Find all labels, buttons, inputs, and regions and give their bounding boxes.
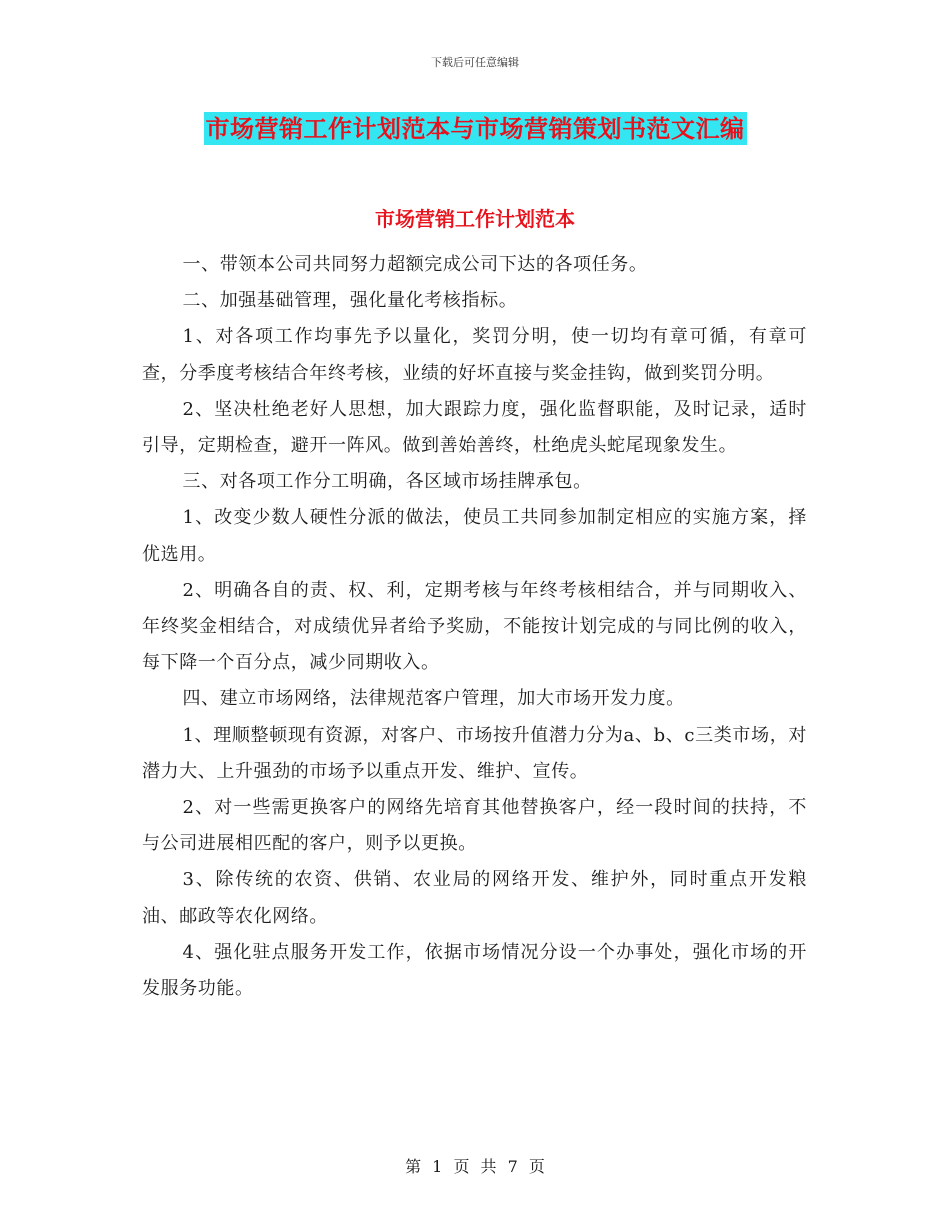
section-title: 市场营销工作计划范本	[375, 207, 575, 231]
page-number: 第 1 页 共 7 页	[405, 1157, 545, 1176]
body-paragraph: 四、建立市场网络，法律规范客户管理，加大市场开发力度。	[182, 688, 685, 710]
body-paragraph: 1、理顺整顿现有资源，对客户、市场按升值潜力分为a、b、c三类市场，对潜力大、上升强劲的市场予以重点开发、维护、宣传。	[142, 724, 807, 782]
document-title-text: 市场营销工作计划范本与市场营销策划书范文汇编	[205, 114, 745, 143]
document-body	[142, 247, 807, 1007]
body-paragraph: 一、带领本公司共同努力超额完成公司下达的各项任务。	[182, 254, 648, 275]
document-title	[0, 112, 950, 146]
body-paragraph: 2、对一些需更换客户的网络先培育其他替换客户，经一段时间的扶持，不与公司进展相匹配的客户，则予以更换。	[142, 797, 807, 855]
body-paragraph: 2、坚决杜绝老好人思想，加大跟踪力度，强化监督职能，及时记录，适时引导，定期检查，避开一阵风。做到善始善终，杜绝虎头蛇尾现象发生。	[142, 398, 807, 457]
body-paragraph: 1、对各项工作均事先予以量化，奖罚分明，使一切均有章可循，有章可查，分季度考核结合年终考核，业绩的好坏直接与奖金挂钩，做到奖罚分明。	[142, 326, 807, 384]
body-paragraph: 三、对各项工作分工明确，各区域市场挂牌承包。	[182, 471, 592, 493]
body-paragraph: 二、加强基础管理，强化量化考核指标。	[182, 290, 518, 312]
body-paragraph: 1、改变少数人硬性分派的做法，使员工共同参加制定相应的实施方案，择优选用。	[142, 507, 807, 565]
page-header-note: 下载后可任意编辑	[431, 56, 519, 69]
body-paragraph: 3、除传统的农资、供销、农业局的网络开发、维护外，同时重点开发粮油、邮政等农化网络。	[142, 869, 807, 927]
body-paragraph: 2、明确各自的责、权、利，定期考核与年终考核相结合，并与同期收入、年终奖金相结合，对成绩优异者给予奖励，不能按计划完成的与同比例的收入，每下降一个百分点，减少同期收入。	[142, 579, 807, 674]
body-paragraph: 4、强化驻点服务开发工作，依据市场情况分设一个办事处，强化市场的开发服务功能。	[142, 941, 807, 1000]
